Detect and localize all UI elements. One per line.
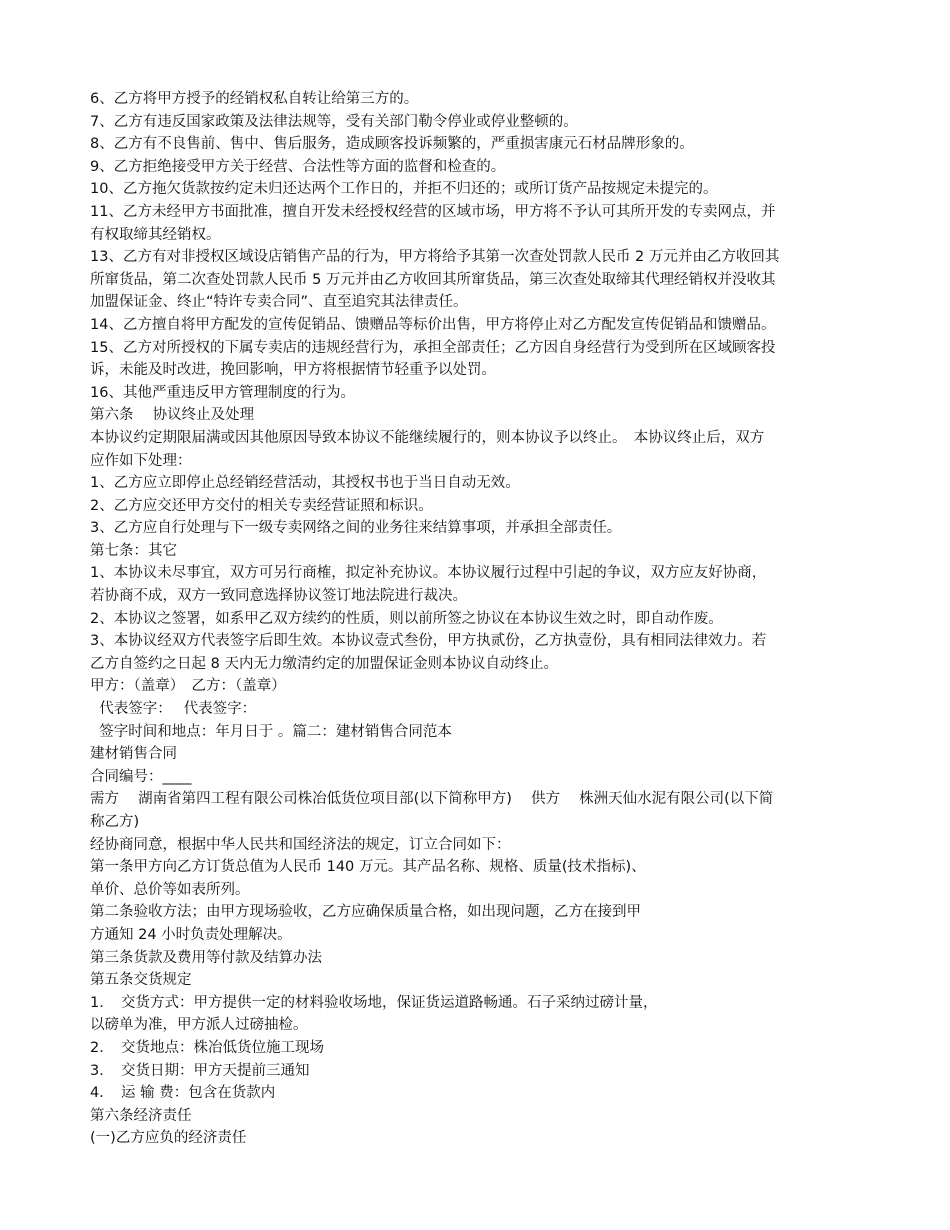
text-line: 诉，未能及时改进，挽回影响，甲方将根据情节轻重予以处罚。 bbox=[90, 362, 496, 379]
text-line: 8、乙方有不良售前、售中、售后服务，造成顾客投诉频繁的，严重损害康元石材品牌形象的。 bbox=[90, 136, 694, 153]
text-line: 称乙方) bbox=[90, 814, 140, 830]
text-line: 本协议约定期限届满或因其他原因导致本协议不能继续履行的，则本协议予以终止。 本协议终止后，双方 bbox=[90, 429, 765, 446]
section-heading: 第五条交货规定 bbox=[90, 972, 192, 989]
text-line: 以磅单为准，甲方派人过磅抽检。 bbox=[90, 1017, 308, 1034]
text-line: 乙方自签约之日起 8 天内无力缴清约定的加盟保证金则本协议自动终止。 bbox=[90, 655, 558, 672]
text-line: 4． 运 输 费：包含在货款内 bbox=[90, 1085, 276, 1102]
text-line: 14、乙方擅自将甲方配发的宣传促销品、馈赠品等标价出售，甲方将停止对乙方配发宣传促销品和馈赠品。 bbox=[90, 316, 776, 333]
text-line: 3． 交货日期：甲方天提前三通知 bbox=[90, 1062, 310, 1079]
text-line: 10、乙方拖欠货款按约定未归还达两个工作日的，并拒不归还的；或所订货产品按规定未提完的。 bbox=[90, 181, 718, 198]
text-line: 9、乙方拒绝接受甲方关于经营、合法性等方面的监督和检查的。 bbox=[90, 158, 506, 175]
text-line: 有权取缔其经销权。 bbox=[90, 226, 221, 243]
text-line: (一)乙方应负的经济责任 bbox=[90, 1130, 247, 1147]
text-line: 11、乙方未经甲方书面批准，擅自开发未经授权经营的区域市场，甲方将不予认可其所开发的专卖网点，并 bbox=[90, 203, 776, 220]
text-line: 若协商不成，双方一致同意选择协议签订地法院进行裁决。 bbox=[90, 588, 467, 605]
contract-number: 合同编号：____ bbox=[90, 768, 192, 785]
document-title: 建材销售合同 bbox=[90, 746, 177, 763]
text-line: 经协商同意，根据中华人民共和国经济法的规定，订立合同如下： bbox=[90, 836, 511, 853]
text-line: 3、乙方应自行处理与下一级专卖网络之间的业务往来结算事项，并承担全部责任。 bbox=[90, 520, 622, 537]
signature-line: 甲方：（盖章） 乙方：（盖章） bbox=[90, 678, 286, 695]
signature-line: 签字时间和地点：年月日于 。篇二：建材销售合同范本 bbox=[90, 723, 452, 740]
text-line: 加盟保证金、终止“特许专卖合同”、直至追究其法律责任。 bbox=[90, 294, 468, 311]
text-line: 1、本协议未尽事宜，双方可另行商榷，拟定补充协议。本协议履行过程中引起的争议，双方应友好协商， bbox=[90, 565, 767, 582]
text-line: 单价、总价等如表所列。 bbox=[90, 881, 250, 898]
section-heading: 第六条 协议终止及处理 bbox=[90, 407, 255, 424]
text-line: 2、乙方应交还甲方交付的相关专卖经营证照和标识。 bbox=[90, 497, 433, 514]
signature-line: 代表签字： 代表签字： bbox=[90, 701, 257, 718]
text-line: 应作如下处理： bbox=[90, 452, 192, 469]
text-line: 1、乙方应立即停止总经销经营活动，其授权书也于当日自动无效。 bbox=[90, 475, 520, 492]
section-heading: 第七条：其它 bbox=[90, 542, 177, 559]
document-page bbox=[90, 88, 865, 1150]
text-line: 13、乙方有对非授权区域设店销售产品的行为，甲方将给予其第一次查处罚款人民币 2 万元并由乙方收回其 bbox=[90, 249, 780, 266]
text-line: 需方 湖南省第四工程有限公司株冶低货位项目部(以下简称甲方) 供方 株洲天仙水泥有限公司(以下简 bbox=[90, 791, 774, 808]
text-line: 16、其他严重违反甲方管理制度的行为。 bbox=[90, 384, 355, 401]
text-line: 第二条验收方法；由甲方现场验收，乙方应确保质量合格，如出现问题，乙方在接到甲 bbox=[90, 904, 641, 921]
text-line: 3、本协议经双方代表签字后即生效。本协议壹式叁份，甲方执贰份，乙方执壹份，具有相同法律效力。若 bbox=[90, 633, 767, 650]
section-heading: 第三条货款及费用等付款及结算办法 bbox=[90, 949, 322, 966]
text-line: 所窜货品，第二次查处罚款人民币 5 万元并由乙方收回其所窜货品，第三次查处取缔其代理经销权并没收其 bbox=[90, 271, 776, 288]
text-line: 第一条甲方向乙方订货总值为人民币 140 万元。其产品名称、规格、质量(技术指标)、 bbox=[90, 859, 646, 876]
text-line: 7、乙方有违反国家政策及法律法规等，受有关部门勒令停业或停业整顿的。 bbox=[90, 113, 578, 130]
text-line: 2、本协议之签署，如系甲乙双方续约的性质，则以前所签之协议在本协议生效之时，即自动作废。 bbox=[90, 610, 723, 627]
text-line: 15、乙方对所授权的下属专卖店的违规经营行为，承担全部责任；乙方因自身经营行为受到所在区域顾客投 bbox=[90, 339, 776, 356]
text-line: 6、乙方将甲方授予的经销权私自转让给第三方的。 bbox=[90, 91, 419, 107]
text-line: 方通知 24 小时负责处理解决。 bbox=[90, 926, 292, 943]
section-heading: 第六条经济责任 bbox=[90, 1107, 192, 1124]
text-line: 2． 交货地点：株冶低货位施工现场 bbox=[90, 1039, 324, 1056]
text-line: 1． 交货方式：甲方提供一定的材料验收场地，保证货运道路畅通。石子采纳过磅计量， bbox=[90, 994, 658, 1011]
